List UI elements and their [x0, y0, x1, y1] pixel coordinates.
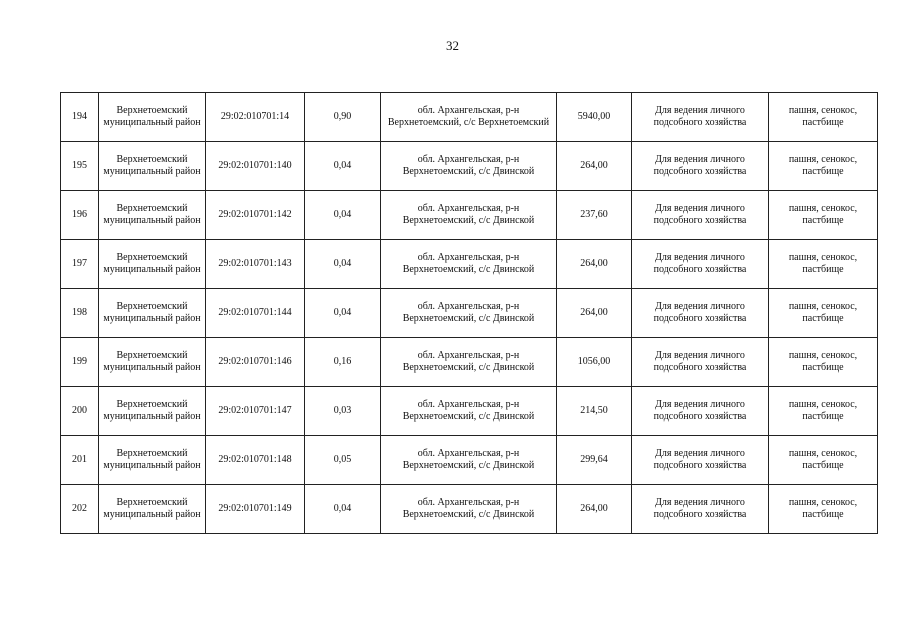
district-cell: Верхнетоемский муниципальный район [99, 93, 206, 142]
district-cell: Верхнетоемский муниципальный район [99, 240, 206, 289]
row-number-cell: 200 [61, 387, 99, 436]
row-number-cell: 194 [61, 93, 99, 142]
cadastral-value-cell: 5940,00 [557, 93, 632, 142]
district-cell: Верхнетоемский муниципальный район [99, 485, 206, 534]
permitted-use-cell: Для ведения личного подсобного хозяйства [632, 289, 769, 338]
cadastral-number-cell: 29:02:010701:142 [206, 191, 305, 240]
cadastral-value-cell: 214,50 [557, 387, 632, 436]
cadastral-value-cell: 264,00 [557, 289, 632, 338]
land-type-cell: пашня, сенокос, пастбище [769, 436, 878, 485]
cadastral-value-cell: 299,64 [557, 436, 632, 485]
row-number-cell: 199 [61, 338, 99, 387]
land-type-cell: пашня, сенокос, пастбище [769, 387, 878, 436]
permitted-use-cell: Для ведения личного подсобного хозяйства [632, 142, 769, 191]
table-row [61, 93, 878, 142]
permitted-use-cell: Для ведения личного подсобного хозяйства [632, 338, 769, 387]
address-cell: обл. Архангельская, р-н Верхнетоемский, с/с Двинской [381, 387, 557, 436]
permitted-use-cell: Для ведения личного подсобного хозяйства [632, 93, 769, 142]
cadastral-value-cell: 264,00 [557, 142, 632, 191]
land-type-cell: пашня, сенокос, пастбище [769, 240, 878, 289]
land-type-cell: пашня, сенокос, пастбище [769, 93, 878, 142]
district-cell: Верхнетоемский муниципальный район [99, 289, 206, 338]
row-number-cell: 196 [61, 191, 99, 240]
address-cell: обл. Архангельская, р-н Верхнетоемский, с/с Двинской [381, 142, 557, 191]
cadastral-number-cell: 29:02:010701:147 [206, 387, 305, 436]
cadastral-number-cell: 29:02:010701:143 [206, 240, 305, 289]
row-number-cell: 197 [61, 240, 99, 289]
district-cell: Верхнетоемский муниципальный район [99, 142, 206, 191]
area-cell: 0,04 [305, 485, 381, 534]
permitted-use-cell: Для ведения личного подсобного хозяйства [632, 485, 769, 534]
row-number-cell: 202 [61, 485, 99, 534]
cadastral-number-cell: 29:02:010701:140 [206, 142, 305, 191]
cadastral-value-cell: 237,60 [557, 191, 632, 240]
row-number-cell: 201 [61, 436, 99, 485]
area-cell: 0,04 [305, 191, 381, 240]
district-cell: Верхнетоемский муниципальный район [99, 387, 206, 436]
area-cell: 0,04 [305, 289, 381, 338]
area-cell: 0,05 [305, 436, 381, 485]
land-type-cell: пашня, сенокос, пастбище [769, 142, 878, 191]
area-cell: 0,03 [305, 387, 381, 436]
area-cell: 0,04 [305, 142, 381, 191]
address-cell: обл. Архангельская, р-н Верхнетоемский, с/с Верхнетоемский [381, 93, 557, 142]
table-row [61, 142, 878, 191]
page-number: 32 [446, 38, 459, 53]
area-cell: 0,90 [305, 93, 381, 142]
district-cell: Верхнетоемский муниципальный район [99, 338, 206, 387]
land-plots-table [60, 92, 878, 534]
address-cell: обл. Архангельская, р-н Верхнетоемский, с/с Двинской [381, 191, 557, 240]
table-row [61, 191, 878, 240]
cadastral-number-cell: 29:02:010701:146 [206, 338, 305, 387]
address-cell: обл. Архангельская, р-н Верхнетоемский, с/с Двинской [381, 338, 557, 387]
land-type-cell: пашня, сенокос, пастбище [769, 289, 878, 338]
row-number-cell: 195 [61, 142, 99, 191]
row-number-cell: 198 [61, 289, 99, 338]
cadastral-number-cell: 29:02:010701:148 [206, 436, 305, 485]
cadastral-value-cell: 264,00 [557, 485, 632, 534]
permitted-use-cell: Для ведения личного подсобного хозяйства [632, 191, 769, 240]
permitted-use-cell: Для ведения личного подсобного хозяйства [632, 436, 769, 485]
address-cell: обл. Архангельская, р-н Верхнетоемский, с/с Двинской [381, 289, 557, 338]
district-cell: Верхнетоемский муниципальный район [99, 191, 206, 240]
area-cell: 0,16 [305, 338, 381, 387]
address-cell: обл. Архангельская, р-н Верхнетоемский, с/с Двинской [381, 436, 557, 485]
land-type-cell: пашня, сенокос, пастбище [769, 191, 878, 240]
cadastral-number-cell: 29:02:010701:144 [206, 289, 305, 338]
table-row [61, 436, 878, 485]
land-type-cell: пашня, сенокос, пастбище [769, 338, 878, 387]
table-row [61, 485, 878, 534]
cadastral-value-cell: 264,00 [557, 240, 632, 289]
table-row [61, 289, 878, 338]
table-row [61, 240, 878, 289]
land-type-cell: пашня, сенокос, пастбище [769, 485, 878, 534]
cadastral-number-cell: 29:02:010701:14 [206, 93, 305, 142]
cadastral-value-cell: 1056,00 [557, 338, 632, 387]
table-row [61, 338, 878, 387]
address-cell: обл. Архангельская, р-н Верхнетоемский, с/с Двинской [381, 485, 557, 534]
permitted-use-cell: Для ведения личного подсобного хозяйства [632, 240, 769, 289]
table-body [61, 93, 878, 534]
district-cell: Верхнетоемский муниципальный район [99, 436, 206, 485]
table-row [61, 387, 878, 436]
address-cell: обл. Архангельская, р-н Верхнетоемский, с/с Двинской [381, 240, 557, 289]
cadastral-number-cell: 29:02:010701:149 [206, 485, 305, 534]
permitted-use-cell: Для ведения личного подсобного хозяйства [632, 387, 769, 436]
area-cell: 0,04 [305, 240, 381, 289]
